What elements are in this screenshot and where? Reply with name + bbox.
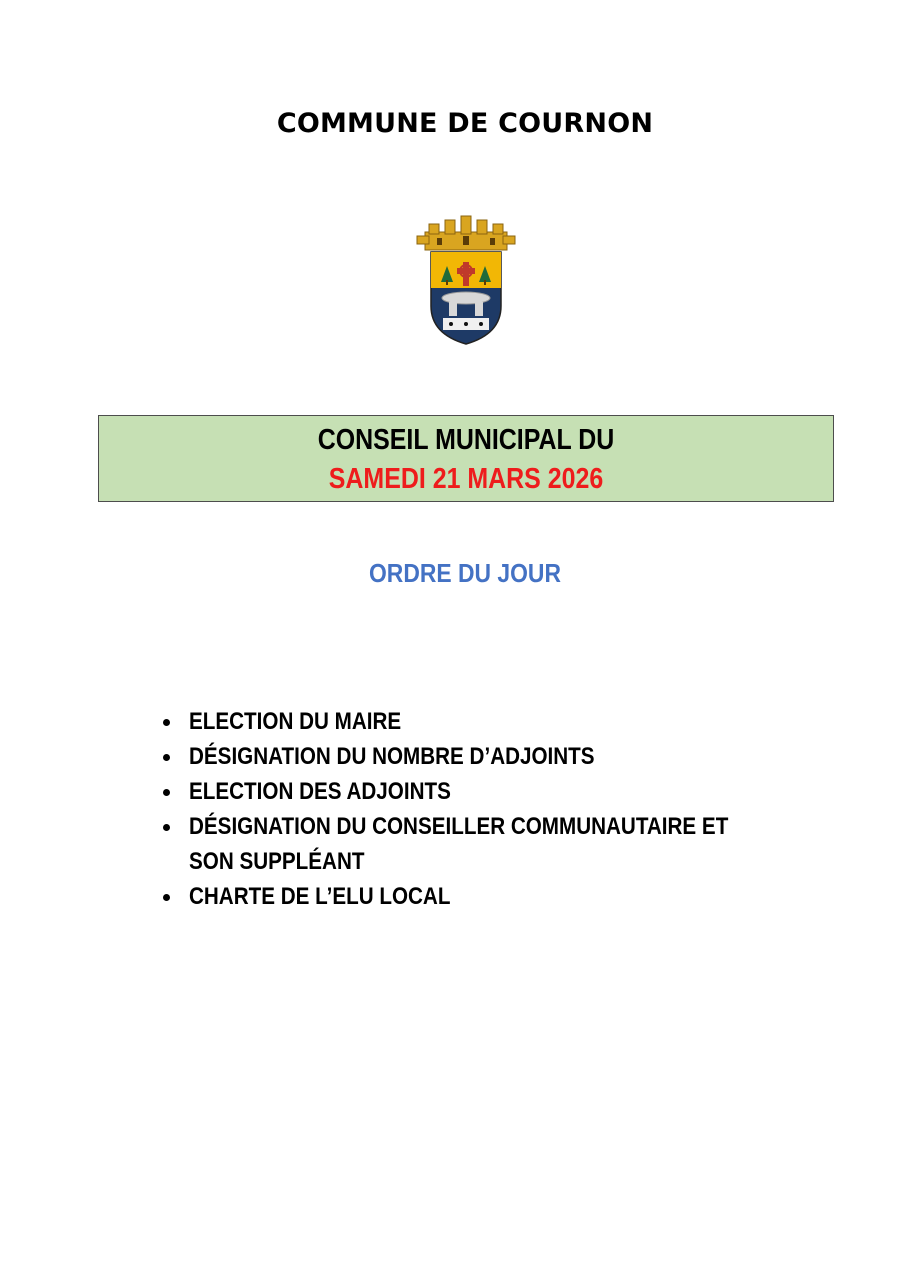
agenda-item-election-adjoints — [160, 774, 800, 809]
conseil-title: CONSEIL MUNICIPAL DU — [317, 424, 615, 456]
agenda-item-label-continued: SON SUPPLÉANT — [189, 848, 365, 875]
bullet-icon — [163, 824, 170, 831]
agenda-item-label: DÉSIGNATION DU NOMBRE D’ADJOINTS — [189, 743, 595, 770]
agenda-item-nombre-adjoints — [160, 739, 800, 774]
conseil-banner — [98, 415, 834, 502]
agenda-item-charte-elu — [160, 879, 800, 914]
agenda-list — [160, 704, 800, 914]
crown-icon — [417, 216, 515, 250]
agenda-item-label: DÉSIGNATION DU CONSEILLER COMMUNAUTAIRE ET — [189, 813, 729, 840]
agenda-item-election-maire — [160, 704, 800, 739]
agenda-item-conseiller-communautaire — [160, 809, 800, 879]
agenda-item-label: ELECTION DU MAIRE — [189, 708, 402, 735]
agenda-item-label: ELECTION DES ADJOINTS — [189, 778, 451, 805]
bullet-icon — [163, 894, 170, 901]
coat-of-arms-icon — [415, 214, 517, 346]
conseil-date: SAMEDI 21 MARS 2026 — [328, 463, 604, 495]
bullet-icon — [163, 789, 170, 796]
ordre-du-jour-title: ORDRE DU JOUR — [369, 558, 561, 588]
commune-title: COMMUNE DE COURNON — [276, 108, 654, 139]
bullet-icon — [163, 754, 170, 761]
agenda-item-label: CHARTE DE L’ELU LOCAL — [189, 883, 451, 910]
bullet-icon — [163, 719, 170, 726]
